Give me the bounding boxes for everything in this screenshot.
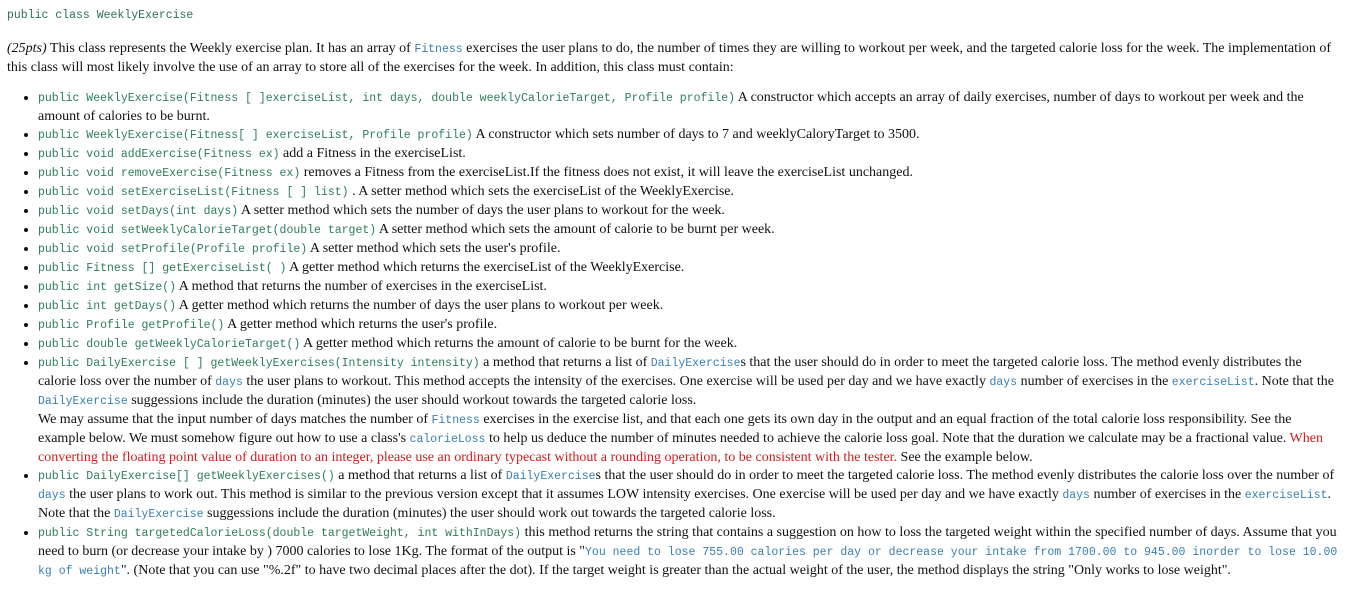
method-description: a method that returns a list of [479, 355, 651, 370]
inline-code: days [989, 376, 1018, 389]
method-description: s that the user should do in order to meet the targeted calorie loss. The method evenly distributes the calorie loss over the number of [38, 355, 1302, 389]
method-description: exercises in the exercise list, and that each one gets its own day in the output and an equal fraction of the total calorie loss responsibility. See the example below. We must somehow figure out how to use a class's [38, 412, 1292, 446]
list-item [38, 354, 1341, 467]
method-signature: public Fitness [] getExerciseList( ) [38, 262, 287, 275]
intro-paragraph [7, 40, 1341, 77]
class-header [7, 7, 1341, 24]
inline-code: DailyExercise [505, 470, 596, 483]
list-item [38, 126, 1341, 145]
method-signature: public void setDays(int days) [38, 205, 239, 218]
method-description: suggessions include the duration (minutes) the user should work out towards the targeted calorie loss. [203, 506, 776, 521]
points-label: (25pts) [7, 41, 47, 56]
list-item [38, 259, 1341, 278]
method-description: s that the user should do in order to meet the targeted calorie loss. The method evenly distributes the calorie loss over the number of [595, 468, 1335, 483]
inline-code: days [215, 376, 243, 389]
list-item [38, 335, 1341, 354]
method-description: . Note that the [1254, 374, 1334, 389]
method-signature: public void addExercise(Fitness ex) [38, 148, 280, 161]
intro-text: exercises the user plans to do, the number of times they are willing to workout per week, and the targeted calorie loss for the week. The implementation of this class will most likely involve the use of an array to store all of the exercises for the week. In addition, this class must contain: [7, 41, 1332, 75]
method-description: A getter method which returns the amount of calorie to be burnt for the week. [300, 336, 738, 351]
method-description: A setter method which sets the user's profile. [307, 241, 561, 256]
method-signature: public WeeklyExercise(Fitness [ ]exerciseList, int days, double weeklyCalorieTarget, Profile profile) [38, 92, 736, 105]
method-signature: public void removeExercise(Fitness ex) [38, 167, 301, 180]
method-description: We may assume that the input number of days matches the number of [38, 412, 432, 427]
method-description: . Note that the [38, 487, 1332, 521]
method-description: removes a Fitness from the exerciseList.If the fitness does not exist, it will leave the exerciseList unchanged. [300, 165, 913, 180]
list-item [38, 221, 1341, 240]
list-item [38, 278, 1341, 297]
inline-code: calorieLoss [409, 433, 486, 446]
method-description: See the example below. [897, 450, 1033, 465]
class-declaration: public class WeeklyExercise [7, 9, 194, 22]
list-item [38, 467, 1341, 524]
list-item [38, 297, 1341, 316]
list-item [38, 145, 1341, 164]
method-signature: public void setExerciseList(Fitness [ ] list) [38, 186, 349, 199]
method-signature: public double getWeeklyCalorieTarget() [38, 338, 301, 351]
method-description: the user plans to work out. This method is similar to the previous version except that it assumes LOW intensity exercises. One exercise will be used per day and we have exactly [65, 487, 1063, 502]
method-signature: public DailyExercise[] getWeeklyExercises() [38, 470, 335, 483]
list-item [38, 240, 1341, 259]
list-item [38, 524, 1341, 581]
method-description: the user plans to workout. This method accepts the intensity of the exercises. One exercise will be used per day and we have exactly [242, 374, 990, 389]
method-description: A getter method which returns the number of days the user plans to workout per week. [176, 298, 664, 313]
method-description: A getter method which returns the exerciseList of the WeeklyExercise. [286, 260, 685, 275]
method-description: ". (Note that you can use "%.2f" to have two decimal places after the dot). If the target weight is greater than the actual weight of the user, the method displays the string "Only works to lose weight". [120, 563, 1231, 578]
method-description: A getter method which returns the user's profile. [224, 317, 498, 332]
list-item [38, 202, 1341, 221]
inline-code: days [38, 489, 66, 502]
method-signature: public String targetedCalorieLoss(double targetWeight, int withInDays) [38, 527, 522, 540]
method-description: number of exercises in the [1017, 374, 1172, 389]
method-list [7, 89, 1341, 581]
method-description: A setter method which sets the amount of calorie to be burnt per week. [376, 222, 775, 237]
method-signature: public Profile getProfile() [38, 319, 225, 332]
method-description: a method that returns a list of [334, 468, 506, 483]
list-item [38, 316, 1341, 335]
list-item [38, 89, 1341, 126]
method-signature: public int getDays() [38, 300, 177, 313]
inline-code: Fitness [431, 414, 480, 427]
inline-code: exerciseList [1171, 376, 1255, 389]
method-description: A setter method which sets the number of days the user plans to workout for the week. [238, 203, 725, 218]
typecast-warning: When converting the floating point value of duration to an integer, please use an ordinary typecast without a rounding operation, to be consistent with the tester. [38, 431, 1323, 465]
method-description: this method returns the string that contains a suggestion on how to loss the targeted weight within the specified number of days. Assume that you need to burn (or decrease your intake by ) 7000 calories to lose 1Kg. The format of the output is " [38, 525, 1337, 559]
example-output: You need to lose 755.00 calories per day or decrease your intake from 1700.00 to 945.00 inorder to lose 10.00 kg of weight [38, 546, 1338, 578]
method-signature: public int getSize() [38, 281, 177, 294]
list-item [38, 183, 1341, 202]
method-description: A constructor which accepts an array of daily exercises, number of days to workout per week and the amount of calories to be burnt. [38, 90, 1304, 124]
inline-code: days [1062, 489, 1090, 502]
inline-code: exerciseList [1244, 489, 1328, 502]
method-signature: public DailyExercise [ ] getWeeklyExercises(Intensity intensity) [38, 357, 480, 370]
method-description: A method that returns the number of exercises in the exerciseList. [176, 279, 547, 294]
method-signature: public void setProfile(Profile profile) [38, 243, 308, 256]
method-description: suggessions include the duration (minutes) the user should workout towards the targeted calorie loss. [127, 393, 697, 408]
method-description: A constructor which sets number of days to 7 and weeklyCaloryTarget to 3500. [472, 127, 920, 142]
intro-text: This class represents the Weekly exercise plan. It has an array of [46, 41, 415, 56]
list-item [38, 164, 1341, 183]
method-description: to help us deduce the number of minutes needed to achieve the calorie loss goal. Note that the duration we calculate may be a fractional value. [485, 431, 1290, 446]
method-signature: public void setWeeklyCalorieTarget(double target) [38, 224, 377, 237]
method-signature: public WeeklyExercise(Fitness[ ] exerciseList, Profile profile) [38, 129, 473, 142]
method-description: number of exercises in the [1089, 487, 1245, 502]
method-description: . A setter method which sets the exerciseList of the WeeklyExercise. [348, 184, 735, 199]
inline-code: DailyExercise [38, 395, 128, 408]
inline-code: DailyExercise [113, 508, 204, 521]
inline-code: Fitness [414, 43, 463, 56]
method-description: add a Fitness in the exerciseList. [279, 146, 466, 161]
inline-code: DailyExercise [650, 357, 741, 370]
